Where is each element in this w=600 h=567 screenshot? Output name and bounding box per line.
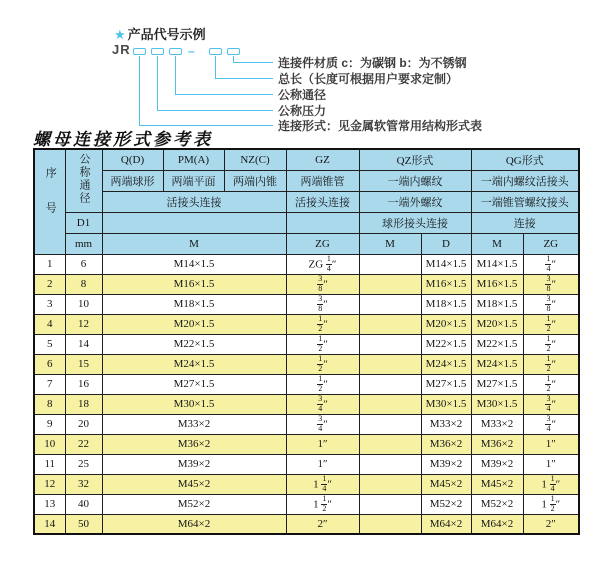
gz-zg-size: 1 $\frac{1}{4}$ ″ <box>286 474 359 494</box>
gz-zg-size: 1 $\frac{1}{2}$ ″ <box>286 494 359 514</box>
qz-m-value <box>359 414 421 434</box>
m-thread: M18×1.5 <box>102 294 286 314</box>
qg-m-thread: M27×1.5 <box>471 374 523 394</box>
qz-d-thread: M30×1.5 <box>421 394 471 414</box>
dn-value: 20 <box>65 414 102 434</box>
dn-value: 22 <box>65 434 102 454</box>
dn-value: 40 <box>65 494 102 514</box>
col-header-dn: 公称通径 <box>65 149 102 212</box>
qg-zg-size: 1 $\frac{1}{4}$ ″ <box>523 474 579 494</box>
qz-d-thread: M24×1.5 <box>421 354 471 374</box>
col-header-qg: QG形式 <box>471 149 579 170</box>
qz-m-value <box>359 394 421 414</box>
qz-m-value <box>359 434 421 454</box>
table-row <box>34 514 579 534</box>
qz-connection: 球形接头连接 <box>359 212 471 233</box>
row-no: 3 <box>34 294 65 314</box>
qz-d-thread: M36×2 <box>421 434 471 454</box>
qg-m-thread: M16×1.5 <box>471 274 523 294</box>
gz-zg-size: 2″ <box>286 514 359 534</box>
qz-m-value <box>359 454 421 474</box>
qg-zg-size: $\frac{1}{4}$ ″ <box>523 254 579 274</box>
gz-zg-size: $\frac{1}{2}$ ″ <box>286 374 359 394</box>
code-box <box>209 48 222 55</box>
gz-zg-size: $\frac{1}{2}$ ″ <box>286 314 359 334</box>
qz-m-value <box>359 314 421 334</box>
union-connection: 活接头连接 <box>102 191 286 212</box>
dn-value: 6 <box>65 254 102 274</box>
qg-m-thread: M45×2 <box>471 474 523 494</box>
qg-m-thread: M36×2 <box>471 434 523 454</box>
diagram-title <box>114 24 206 43</box>
qg-zg-size: 1″ <box>523 454 579 474</box>
qz-d-thread: M22×1.5 <box>421 334 471 354</box>
connector-line <box>233 56 273 63</box>
qz-subtype-1: 一端内螺纹 <box>359 170 471 191</box>
table-row <box>34 394 579 414</box>
row-no: 8 <box>34 394 65 414</box>
row-no: 9 <box>34 414 65 434</box>
qg-m-thread: M64×2 <box>471 514 523 534</box>
qg-m-thread: M14×1.5 <box>471 254 523 274</box>
qz-d-header: D <box>421 233 471 254</box>
table-body <box>34 254 579 534</box>
qg-m-thread: M22×1.5 <box>471 334 523 354</box>
qg-m-thread: M24×1.5 <box>471 354 523 374</box>
qg-zg-size: $\frac{3}{8}$ ″ <box>523 294 579 314</box>
table-row <box>34 434 579 454</box>
dn-value: 10 <box>65 294 102 314</box>
m-thread: M27×1.5 <box>102 374 286 394</box>
col-header-seq: 序号 <box>34 149 65 254</box>
code-box <box>133 48 146 55</box>
m-thread: M36×2 <box>102 434 286 454</box>
qg-zg-size: $\frac{1}{2}$ ″ <box>523 334 579 354</box>
table-row <box>34 474 579 494</box>
qz-m-header: M <box>359 233 421 254</box>
qg-zg-size: 1 $\frac{1}{2}$ ″ <box>523 494 579 514</box>
qz-m-value <box>359 334 421 354</box>
dn-value: 14 <box>65 334 102 354</box>
m-thread: M52×2 <box>102 494 286 514</box>
header-row-4 <box>34 212 579 233</box>
dn-value: 8 <box>65 274 102 294</box>
label-connection-type: 连接形式：见金属软管常用结构形式表 <box>278 119 483 133</box>
gz-zg-size: $\frac{1}{2}$ ″ <box>286 354 359 374</box>
code-prefix: JR <box>112 42 131 57</box>
dn-value: 50 <box>65 514 102 534</box>
dn-value: 32 <box>65 474 102 494</box>
d1-header: D1 <box>65 212 102 233</box>
qz-d-thread: M33×2 <box>421 414 471 434</box>
nz-subtype: 两端内锥 <box>224 170 286 191</box>
table-row <box>34 334 579 354</box>
gz-zg-size: ZG $\frac{1}{4}$ ″ <box>286 254 359 274</box>
row-no: 2 <box>34 274 65 294</box>
qz-m-value <box>359 514 421 534</box>
label-nominal-pressure: 公称压力 <box>278 104 327 118</box>
col-header-q: Q(D) <box>102 149 163 170</box>
qz-m-value <box>359 354 421 374</box>
col-header-gz: GZ <box>286 149 359 170</box>
table-row <box>34 454 579 474</box>
qg-m-thread: M20×1.5 <box>471 314 523 334</box>
table-row <box>34 354 579 374</box>
header-row-3 <box>34 191 579 212</box>
gz-zg-size: 1″ <box>286 434 359 454</box>
nut-connection-table <box>33 148 580 535</box>
dn-value: 25 <box>65 454 102 474</box>
qz-subtype-2: 一端外螺纹 <box>359 191 471 212</box>
qg-m-thread: M33×2 <box>471 414 523 434</box>
qz-m-value <box>359 374 421 394</box>
empty-cell <box>286 212 359 233</box>
gz-subtype: 两端锥管 <box>286 170 359 191</box>
dn-value: 16 <box>65 374 102 394</box>
qz-d-thread: M45×2 <box>421 474 471 494</box>
row-no: 10 <box>34 434 65 454</box>
qg-zg-size: $\frac{1}{2}$ ″ <box>523 354 579 374</box>
m-header: M <box>102 233 286 254</box>
qg-zg-size: $\frac{1}{2}$ ″ <box>523 314 579 334</box>
row-no: 4 <box>34 314 65 334</box>
qz-m-value <box>359 294 421 314</box>
gz-connection: 活接头连接 <box>286 191 359 212</box>
label-nominal-diameter: 公称通径 <box>278 88 327 102</box>
code-box <box>169 48 182 55</box>
row-no: 13 <box>34 494 65 514</box>
header-row-2 <box>34 170 579 191</box>
m-thread: M39×2 <box>102 454 286 474</box>
qg-zg-size: 2″ <box>523 514 579 534</box>
qg-m-thread: M18×1.5 <box>471 294 523 314</box>
zg-header: ZG <box>286 233 359 254</box>
table-row <box>34 314 579 334</box>
gz-zg-size: $\frac{3}{8}$ ″ <box>286 294 359 314</box>
qg-zg-size: $\frac{1}{2}$ ″ <box>523 374 579 394</box>
m-thread: M16×1.5 <box>102 274 286 294</box>
mm-header: mm <box>65 233 102 254</box>
table-header <box>34 149 579 254</box>
qz-d-thread: M64×2 <box>421 514 471 534</box>
qg-subtype-2: 一端锥管螺纹接头 <box>471 191 579 212</box>
m-thread: M14×1.5 <box>102 254 286 274</box>
gz-zg-size: $\frac{3}{8}$ ″ <box>286 274 359 294</box>
m-thread: M64×2 <box>102 514 286 534</box>
qg-m-thread: M39×2 <box>471 454 523 474</box>
q-subtype: 两端球形 <box>102 170 163 191</box>
qz-d-thread: M14×1.5 <box>421 254 471 274</box>
code-dash: – <box>188 44 195 58</box>
qg-connection: 连接 <box>471 212 579 233</box>
row-no: 5 <box>34 334 65 354</box>
row-no: 11 <box>34 454 65 474</box>
code-box <box>227 48 240 55</box>
qg-m-thread: M30×1.5 <box>471 394 523 414</box>
qz-d-thread: M39×2 <box>421 454 471 474</box>
qg-zg-size: $\frac{3}{4}$ ″ <box>523 414 579 434</box>
empty-cell <box>102 212 286 233</box>
m-thread: M24×1.5 <box>102 354 286 374</box>
table-row <box>34 294 579 314</box>
m-thread: M30×1.5 <box>102 394 286 414</box>
header-row-1 <box>34 149 579 170</box>
pm-subtype: 两端平面 <box>163 170 224 191</box>
table-row <box>34 374 579 394</box>
code-box <box>151 48 164 55</box>
table-row <box>34 254 579 274</box>
m-thread: M45×2 <box>102 474 286 494</box>
label-material: 连接件材质 c：为碳钢 b：为不锈钢 <box>278 56 467 70</box>
star-icon: ★ <box>114 27 126 42</box>
qg-zg-header: ZG <box>523 233 579 254</box>
qz-m-value <box>359 254 421 274</box>
qz-d-thread: M18×1.5 <box>421 294 471 314</box>
table-row <box>34 414 579 434</box>
row-no: 7 <box>34 374 65 394</box>
qz-m-value <box>359 494 421 514</box>
header-row-5 <box>34 233 579 254</box>
qz-m-value <box>359 274 421 294</box>
col-header-qz: QZ形式 <box>359 149 471 170</box>
m-thread: M20×1.5 <box>102 314 286 334</box>
qz-d-thread: M20×1.5 <box>421 314 471 334</box>
row-no: 1 <box>34 254 65 274</box>
m-thread: M22×1.5 <box>102 334 286 354</box>
dn-value: 18 <box>65 394 102 414</box>
qg-zg-size: $\frac{3}{4}$ ″ <box>523 394 579 414</box>
qg-m-thread: M52×2 <box>471 494 523 514</box>
diagram-title-text: 产品代号示例 <box>127 27 206 42</box>
qz-d-thread: M52×2 <box>421 494 471 514</box>
gz-zg-size: $\frac{3}{4}$ ″ <box>286 394 359 414</box>
table-title: 螺母连接形式参考表 <box>33 130 213 149</box>
row-no: 12 <box>34 474 65 494</box>
qz-d-thread: M16×1.5 <box>421 274 471 294</box>
col-header-nz: NZ(C) <box>224 149 286 170</box>
row-no: 6 <box>34 354 65 374</box>
dn-value: 12 <box>65 314 102 334</box>
qg-m-header: M <box>471 233 523 254</box>
gz-zg-size: $\frac{1}{2}$ ″ <box>286 334 359 354</box>
col-header-pm: PM(A) <box>163 149 224 170</box>
gz-zg-size: 1″ <box>286 454 359 474</box>
table-row <box>34 274 579 294</box>
qg-zg-size: $\frac{3}{8}$ ″ <box>523 274 579 294</box>
qz-d-thread: M27×1.5 <box>421 374 471 394</box>
table-row <box>34 494 579 514</box>
m-thread: M33×2 <box>102 414 286 434</box>
row-no: 14 <box>34 514 65 534</box>
gz-zg-size: $\frac{3}{4}$ ″ <box>286 414 359 434</box>
qg-subtype-1: 一端内螺纹活接头 <box>471 170 579 191</box>
qz-m-value <box>359 474 421 494</box>
qg-zg-size: 1″ <box>523 434 579 454</box>
dn-value: 15 <box>65 354 102 374</box>
label-total-length: 总长（长度可根据用户要求定制） <box>278 72 459 86</box>
